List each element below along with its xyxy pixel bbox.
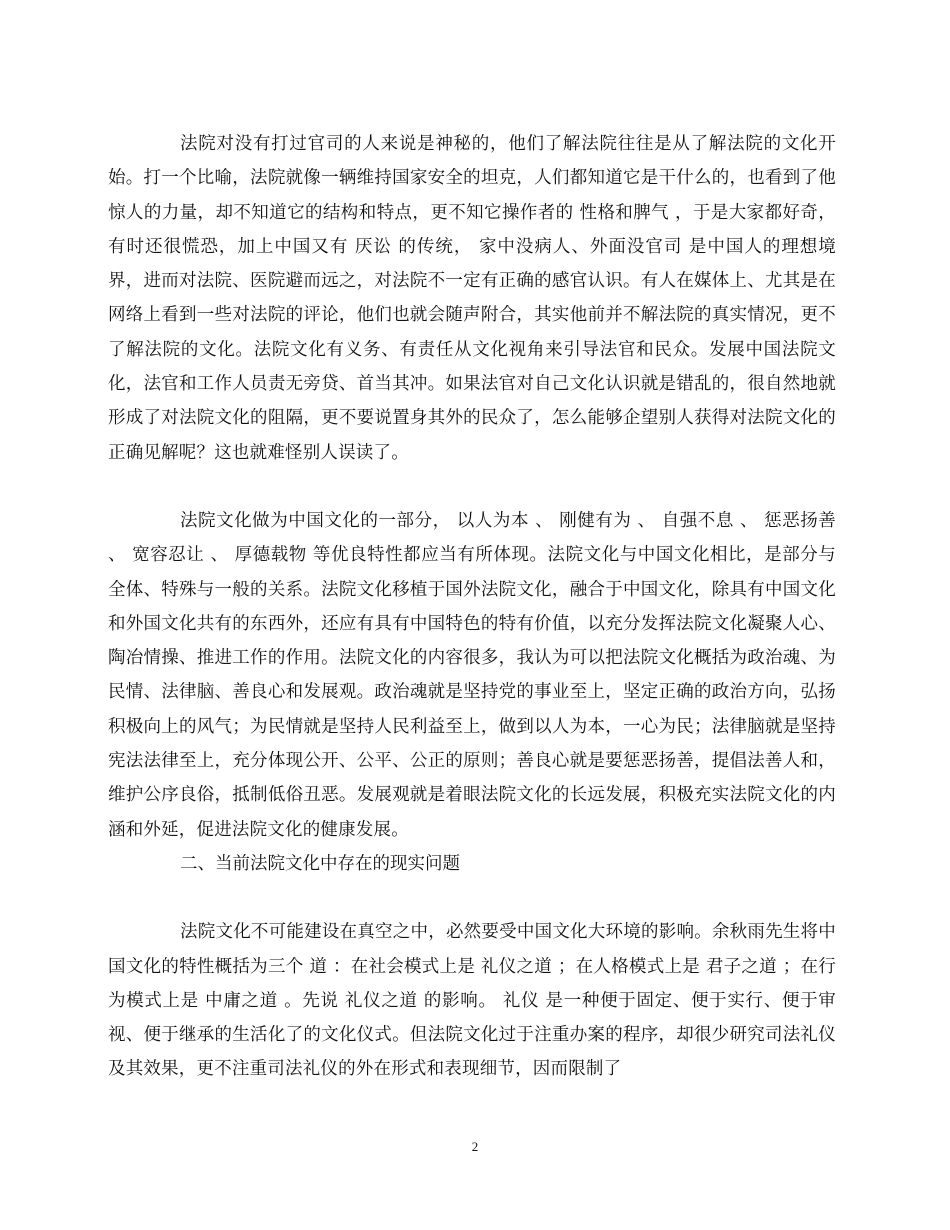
paragraph-court-mystery: 法院对没有打过官司的人来说是神秘的，他们了解法院往往是从了解法院的文化开始。打一个比喻，法院就像一辆维持国家安全的坦克，人们都知道它是干什么的，也看到了他惊人的力量，却不知道它的结构和特点，更不知它操作者的 性格和脾气 ，于是大家都好奇，有时还很慌恐，加上中国又有 厌讼 的传统， 家中没病人、外面没官司 是中国人的理想境界，进而对法院、医院避而远之，对法院不一定有正确的感官认识。有人在媒体上、尤其是在网络上看到一些对法院的评论，他们也就会随声附合，其实他前并不解法院的真实情况，更不了解法院的文化。法院文化有义务、有责任从文化视角来引导法官和民众。发展中国法院文化，法官和工作人员责无旁贷、首当其冲。如果法官对自己文化认识就是错乱的，很自然地就形成了对法院文化的阻隔，更不要说置身其外的民众了，怎么能够企望别人获得对法院文化的正确见解呢？这也就难怪别人误读了。: [108, 134, 836, 463]
paragraph-cultural-environment: 法院文化不可能建设在真空之中，必然要受中国文化大环境的影响。余秋雨先生将中国文化的特性概括为三个 道 ：在社会模式上是 礼仪之道 ；在人格模式上是 君子之道 ；在行为模式上是 中庸之道 。先说 礼仪之道 的影响。 礼仪 是一种便于固定、便于实行、便于审视、便于继承的生活化了的文化仪式。但法院文化过于注重办案的程序，却很少研究司法礼仪及其效果，更不注重司法礼仪的外在形式和表现细节，因而限制了: [108, 922, 836, 1080]
section-heading: 二、当前法院文化中存在的现实问题: [180, 853, 460, 874]
paragraph-court-culture-content: 法院文化做为中国文化的一部分， 以人为本 、 刚健有为 、 自强不息 、 惩恶扬善 、 宽容忍让 、 厚德载物 等优良特性都应当有所体现。法院文化与中国文化相比，是部分与全体、特殊与一般的关系。法院文化移植于国外法院文化，融合于中国文化，除具有中国文化和外国文化共有的东西外，还应有具有中国特色的特有价值，以充分发挥法院文化凝聚人心、陶冶情操、推进工作的作用。法院文化的内容很多，我认为可以把法院文化概括为政治魂、为民情、法律脑、善良心和发展观。政治魂就是坚持党的事业至上，坚定正确的政治方向，弘扬积极向上的风气；为民情就是坚持人民利益至上，做到以人为本，一心为民；法律脑就是坚持宪法法律至上，充分体现公开、公平、公正的原则；善良心就是要惩恶扬善，提倡法善人和，维护公序良俗，抵制低俗丑恶。发展观就是着眼法院文化的长远发展，积极充实法院文化的内涵和外延，促进法院文化的健康发展。: [108, 510, 836, 840]
page-number: 2: [471, 1139, 479, 1154]
document-body: [108, 127, 836, 1087]
